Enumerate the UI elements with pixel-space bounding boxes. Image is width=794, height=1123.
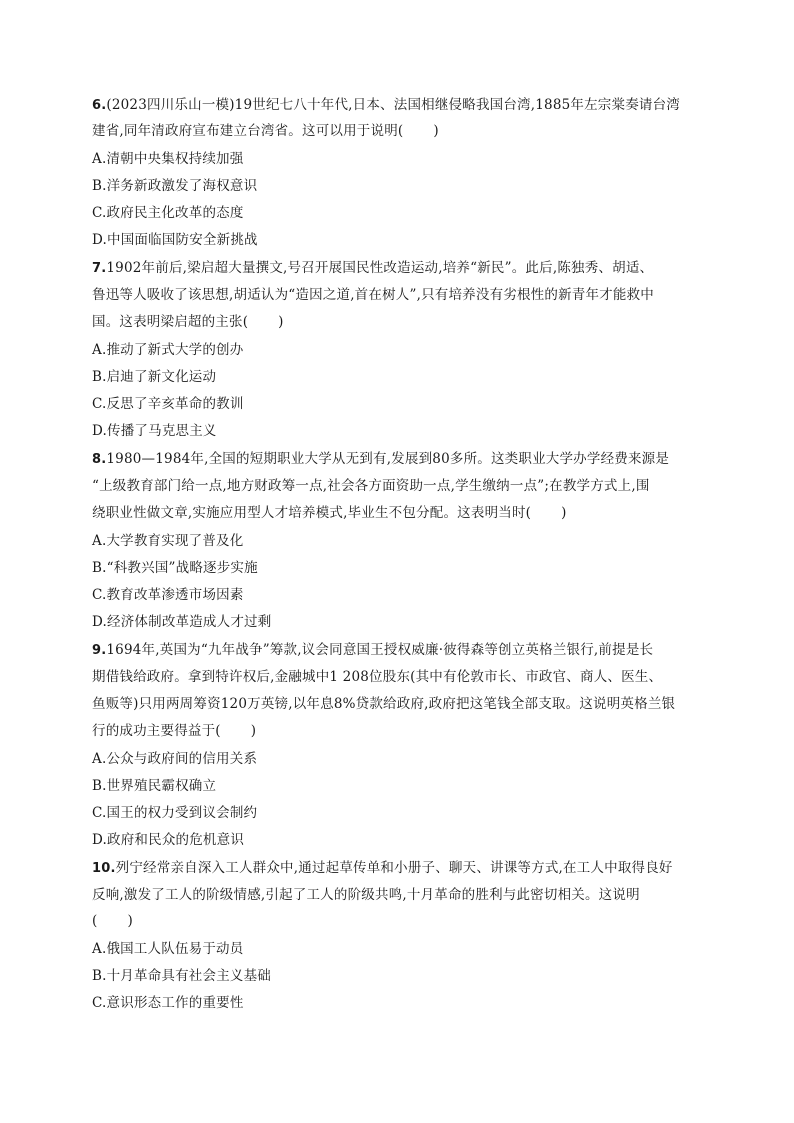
q9-stem-line-4: [92, 722, 712, 740]
q6-option-d: D.中国面临国防安全新挑战: [92, 232, 258, 248]
q8-option-b: B.“科教兴国”战略逐步实施: [92, 560, 258, 576]
q8-stem-line-3: [92, 504, 712, 522]
q9-option-a: A.公众与政府间的信用关系: [92, 751, 258, 767]
q6-option-b: B.洋务新政激发了海权意识: [92, 178, 258, 194]
q10-stem-text-3: (: [92, 913, 98, 929]
q9-stem-text-1: 1694年,英国为“九年战争”筹款,议会同意国王授权威廉·彼得森等创立英格兰银行,前提是长: [106, 642, 654, 658]
q7-stem-line-2: 鲁迅等人吸收了该思想,胡适认为“造因之道,首在树人”,只有培养没有劣根性的新青年才能救中: [92, 287, 654, 303]
q9-option-d: D.政府和民众的危机意识: [92, 832, 245, 848]
q9-option-c: C.国王的权力受到议会制约: [92, 805, 258, 821]
q8-stem-line-2: “上级教育部门给一点,地方财政筹一点,社会各方面资助一点,学生缴纳一点”;在教学方式上,围: [92, 478, 650, 494]
q10-option-c: C.意识形态工作的重要性: [92, 995, 244, 1011]
q8-stem-text-1: 1980—1984年,全国的短期职业大学从无到有,发展到80多所。这类职业大学办学经费来源是: [106, 451, 670, 467]
q6-stem-text-1: (2023四川乐山一模)19世纪七八十年代,日本、法国相继侵略我国台湾,1885年左宗棠奏请台湾: [106, 97, 680, 113]
q7-option-b: B.启迪了新文化运动: [92, 369, 217, 385]
q6-option-a: A.清朝中央集权持续加强: [92, 151, 244, 167]
q8-option-c: C.教育改革渗透市场因素: [92, 587, 244, 603]
q8-stem-close: ): [561, 505, 567, 521]
q9-stem-close: ): [250, 723, 257, 739]
q9-stem-text-4: 行的成功主要得益于(: [92, 723, 221, 739]
q7-stem-close: ): [278, 314, 284, 330]
q7-option-a: A.推动了新式大学的创办: [92, 342, 244, 358]
q10-stem-close: ): [127, 913, 133, 929]
q10-stem-text-1: 列宁经常亲自深入工人群众中,通过起草传单和小册子、聊天、讲课等方式,在工人中取得良好: [115, 860, 673, 876]
q8-option-d: D.经济体制改革造成人才过剩: [92, 614, 272, 630]
q8-stem-text-3: 绕职业性做文章,实施应用型人才培养模式,毕业生不包分配。这表明当时(: [92, 505, 532, 521]
q9-stem-line-3: 鱼贩等)只用两周筹资120万英镑,以年息8%贷款给政府,政府把这笔钱全部支取。这说明英格兰银: [92, 696, 676, 712]
q6-option-c: C.政府民主化改革的态度: [92, 205, 244, 221]
q10-option-b: B.十月革命具有社会主义基础: [92, 968, 272, 984]
q7-stem-line-1: [92, 259, 712, 278]
q9-stem-line-1: [92, 641, 712, 660]
q10-stem-line-2: 反响,激发了工人的阶级情感,引起了工人的阶级共鸣,十月革命的胜利与此密切相关。这说明: [92, 887, 640, 903]
q9-number: 9.: [92, 643, 107, 658]
q6-stem-close: ): [433, 123, 439, 139]
q6-stem-line-1: [92, 96, 712, 115]
q10-number: 10.: [92, 861, 116, 876]
q6-stem-text-2: 建省,同年清政府宣布建立台湾省。这可以用于说明(: [92, 123, 404, 139]
q8-number: 8.: [92, 452, 107, 467]
q10-stem-line-3: [92, 912, 712, 930]
q7-option-d: D.传播了马克思主义: [92, 423, 217, 439]
q7-number: 7.: [92, 261, 107, 276]
q7-stem-text-1: 1902年前后,梁启超大量撰文,号召开展国民性改造运动,培养“新民”。此后,陈独秀、胡适、: [106, 260, 654, 276]
q9-option-b: B.世界殖民霸权确立: [92, 778, 217, 794]
q7-option-c: C.反思了辛亥革命的教训: [92, 396, 244, 412]
q10-stem-line-1: [92, 859, 712, 878]
q6-stem-line-2: [92, 122, 712, 140]
q10-option-a: A.俄国工人队伍易于动员: [92, 941, 244, 957]
q7-stem-line-3: [92, 313, 712, 331]
q9-stem-line-2: 期借钱给政府。拿到特许权后,金融城中1 208位股东(其中有伦敦市长、市政官、商人、医生、: [92, 669, 663, 685]
q8-stem-line-1: [92, 450, 712, 469]
q8-option-a: A.大学教育实现了普及化: [92, 533, 244, 549]
q7-stem-text-3: 国。这表明梁启超的主张(: [92, 314, 249, 330]
q6-number: 6.: [92, 98, 107, 113]
